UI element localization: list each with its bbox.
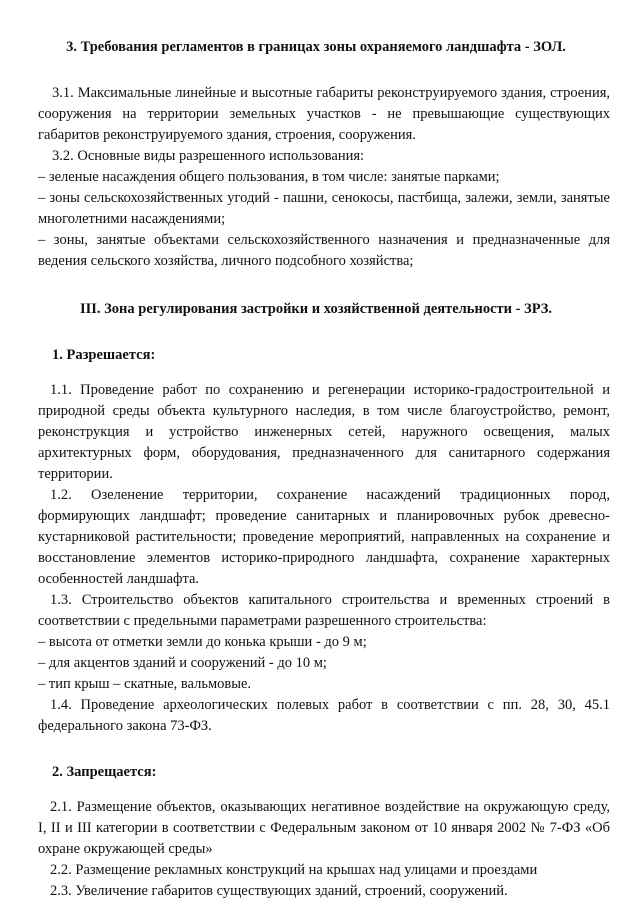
- list-item: – высота от отметки земли до конька крыши - до 9 м;: [38, 634, 367, 650]
- paragraph-2-3: 2.3. Увеличение габаритов существующих зданий, строений, сооружений.: [50, 883, 508, 899]
- paragraph-3-1: 3.1. Максимальные линейные и высотные габариты реконструируемого здания, строения, сооружения на территории земельных участков - не превышающие существующих габаритов реконструируемого здания, строения, сооружения.: [38, 85, 610, 143]
- section3-heading: 3. Требования регламентов в границах зоны охраняемого ландшафта - ЗОЛ.: [66, 39, 566, 55]
- forbidden-heading: 2. Запрещается:: [52, 764, 157, 780]
- list-item: – для акцентов зданий и сооружений - до 10 м;: [38, 655, 327, 671]
- list-item: – зеленые насаждения общего пользования, в том числе: занятые парками;: [38, 169, 500, 185]
- zone-heading: III. Зона регулирования застройки и хозяйственной деятельности - ЗРЗ.: [79, 301, 553, 317]
- list-item: – зоны сельскохозяйственных угодий - пашни, сенокосы, пастбища, залежи, земли, занятые многолетними насаждениями;: [38, 190, 610, 227]
- allowed-heading: 1. Разрешается:: [52, 347, 156, 363]
- paragraph-1-1: 1.1. Проведение работ по сохранению и регенерации историко-градостроительной и природной среды объекта культурного наследия, в том числе благоустройство, ремонт, реконструкция и устройство инженерных сетей, наружного освещения, малых архитектурных форм, оборудования, предназначенного для санитарного содержания территории.: [38, 382, 610, 482]
- paragraph-1-4: 1.4. Проведение археологических полевых работ в соответствии с пп. 28, 30, 45.1 федерального закона 73-ФЗ.: [38, 697, 610, 734]
- list-item: – тип крыш – скатные, вальмовые.: [38, 676, 252, 692]
- paragraph-2-1: 2.1. Размещение объектов, оказывающих негативное воздействие на окружающую среду, I, II и III категории в соответствии с Федеральным законом от 10 января 2002 № 7-ФЗ «Об охране окружающей среды»: [38, 799, 610, 857]
- paragraph-1-2: 1.2. Озеленение территории, сохранение насаждений традиционных пород, формирующих ландшафт; проведение санитарных и планировочных рубок древесно-кустарниковой растительности; проведение мероприятий, направленных на сохранение и восстановление элементов историко-природного ландшафта, сохранение характерных особенностей ландшафта.: [38, 487, 610, 587]
- paragraph-1-3: 1.3. Строительство объектов капитального строительства и временных строений в соответствии с предельными параметрами разрешенного строительства:: [38, 592, 610, 629]
- list-item: – зоны, занятые объектами сельскохозяйственного назначения и предназначенные для ведения сельского хозяйства, личного подсобного хозяйства;: [38, 232, 610, 269]
- paragraph-2-2: 2.2. Размещение рекламных конструкций на крышах над улицами и проездами: [50, 862, 538, 878]
- paragraph-3-2: 3.2. Основные виды разрешенного использования:: [52, 148, 365, 164]
